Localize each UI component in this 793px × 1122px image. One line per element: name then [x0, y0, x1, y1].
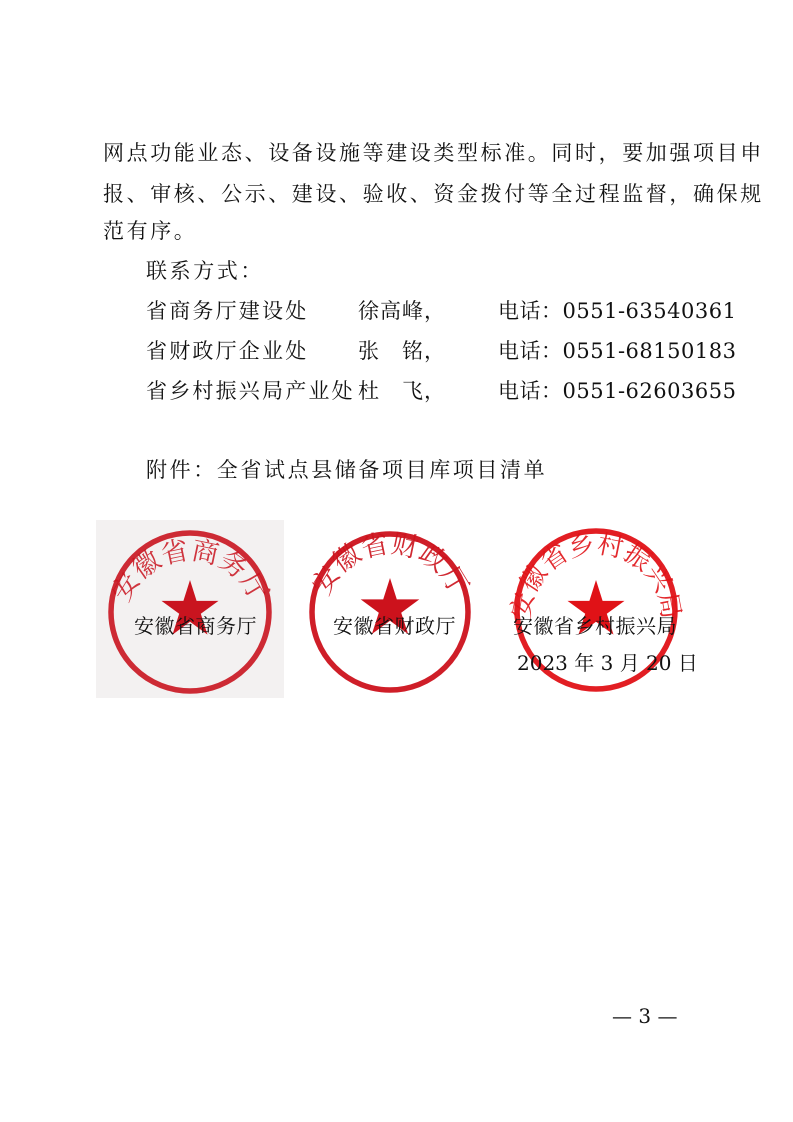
contact-dept: 省乡村振兴局产业处 — [146, 379, 355, 403]
body-line-2: 报、审核、公示、建设、验收、资金拨付等全过程监督，确保规 — [103, 182, 764, 206]
page-number: — 3 — — [612, 1004, 678, 1028]
official-seal-finance — [300, 520, 480, 698]
official-seal-commerce — [96, 520, 284, 698]
signature-rural-revitalization: 安徽省乡村振兴局 — [513, 614, 677, 638]
signature-finance: 安徽省财政厅 — [333, 614, 456, 638]
issue-date: 2023 年 3 月 20 日 — [517, 651, 698, 675]
svg-text:安徽省乡村振兴局: 安徽省乡村振兴局 — [508, 529, 684, 622]
body-line-3: 范有序。 — [103, 219, 198, 243]
attachment-line: 附件：全省试点县储备项目库项目清单 — [146, 458, 548, 482]
contact-phone: 电话：0551-63540361 — [498, 299, 737, 323]
contact-phone: 电话：0551-62603655 — [498, 379, 737, 403]
contact-name: 徐高峰， — [358, 299, 446, 323]
svg-text:安徽省商务厅: 安徽省商务厅 — [106, 535, 274, 607]
contact-name: 张 铭， — [358, 339, 446, 363]
contact-dept: 省财政厅企业处 — [146, 339, 309, 363]
contact-name: 杜 飞， — [358, 379, 446, 403]
body-line-1: 网点功能业态、设备设施等建设类型标准。同时，要加强项目申 — [103, 141, 764, 165]
contact-dept: 省商务厅建设处 — [146, 299, 309, 323]
svg-text:安徽省财政厅: 安徽省财政厅 — [306, 528, 474, 601]
contact-phone: 电话：0551-68150183 — [498, 339, 737, 363]
signature-commerce: 安徽省商务厅 — [134, 614, 257, 638]
contact-heading: 联系方式： — [146, 259, 264, 283]
